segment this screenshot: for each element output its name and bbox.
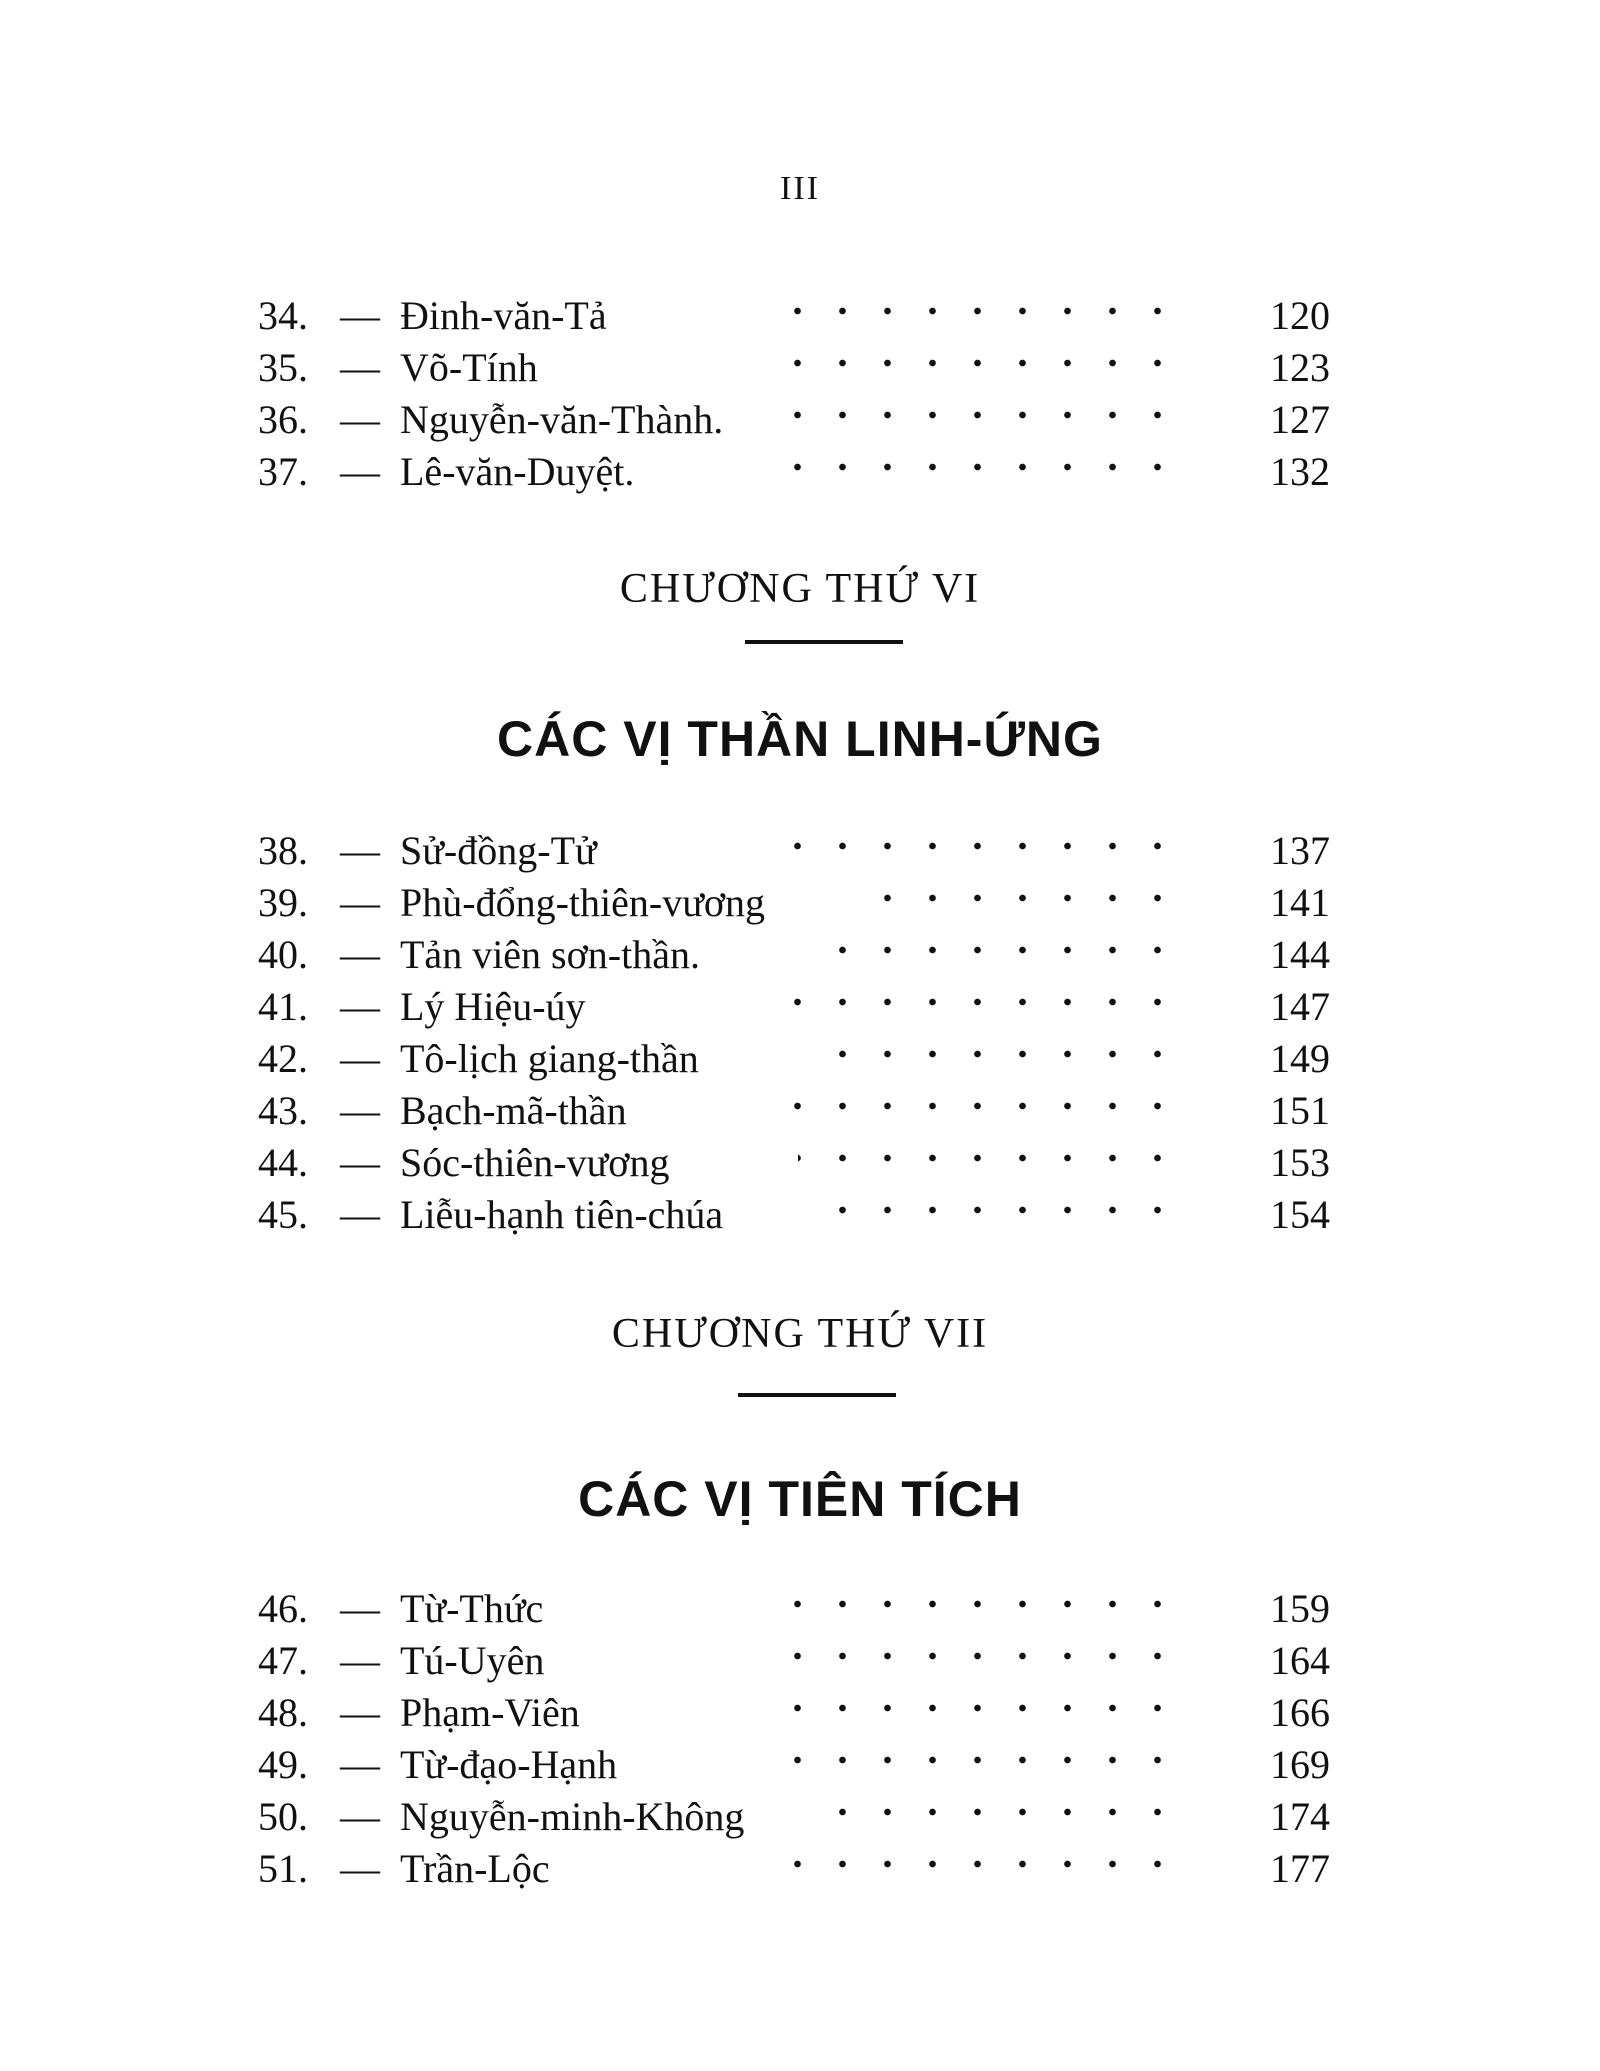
entry-number: 40. <box>258 932 308 977</box>
section-heading: CÁC VỊ THẦN LINH-ỨNG <box>497 711 1103 767</box>
entry-page: 164 <box>1270 1638 1330 1683</box>
entry-title: Phạm-Viên <box>400 1690 580 1735</box>
entry-number: 47. <box>258 1638 308 1683</box>
entry-dash: — <box>340 1846 380 1891</box>
entry-number: 50. <box>258 1794 308 1839</box>
dot-leader <box>778 1849 1180 1879</box>
entry-dash: — <box>340 293 380 338</box>
entry-dash: — <box>340 1140 380 1185</box>
entry-number: 49. <box>258 1742 308 1787</box>
toc-entry[interactable] <box>258 825 1330 877</box>
entry-number: 39. <box>258 880 308 925</box>
dot-leader <box>778 296 1180 326</box>
entry-page: 166 <box>1270 1690 1330 1735</box>
toc-entry[interactable] <box>258 446 1330 498</box>
entry-page: 154 <box>1270 1192 1330 1237</box>
section-heading: CÁC VỊ TIÊN TÍCH <box>578 1471 1022 1527</box>
entry-page: 177 <box>1270 1846 1330 1891</box>
entry-number: 35. <box>258 345 308 390</box>
entry-number: 44. <box>258 1140 308 1185</box>
entry-title: Từ-Thức <box>400 1586 544 1631</box>
dot-leader <box>838 1797 1180 1827</box>
dot-leader <box>778 831 1180 861</box>
entry-page: 169 <box>1270 1742 1330 1787</box>
dot-leader <box>778 1745 1180 1775</box>
toc-group-2 <box>258 825 1330 1241</box>
page-number: III <box>780 170 820 207</box>
entry-dash: — <box>340 984 380 1029</box>
toc-entry[interactable] <box>258 1137 1330 1189</box>
entry-page: 132 <box>1270 449 1330 494</box>
entry-dash: — <box>340 880 380 925</box>
dot-leader <box>778 1589 1180 1619</box>
entry-title: Nguyễn-văn-Thành. <box>400 397 724 442</box>
entry-dash: — <box>340 1794 380 1839</box>
dot-leader <box>778 452 1180 482</box>
entry-number: 46. <box>258 1586 308 1631</box>
entry-page: 174 <box>1270 1794 1330 1839</box>
toc-entry[interactable] <box>258 981 1330 1033</box>
toc-entry[interactable] <box>258 1583 1330 1635</box>
dot-leader <box>838 935 1180 965</box>
toc-entry[interactable] <box>258 1843 1330 1895</box>
toc-entry[interactable] <box>258 1635 1330 1687</box>
entry-title: Nguyễn-minh-Không <box>400 1794 745 1839</box>
entry-dash: — <box>340 932 380 977</box>
chapter-label: CHƯƠNG THỨ VII <box>611 1311 989 1357</box>
entry-page: 144 <box>1270 932 1330 977</box>
dot-leader <box>838 1039 1180 1069</box>
entry-title: Trần-Lộc <box>400 1846 550 1891</box>
dot-leader <box>798 1143 1180 1173</box>
entry-dash: — <box>340 397 380 442</box>
entry-dash: — <box>340 449 380 494</box>
entry-title: Tô-lịch giang-thần <box>400 1036 699 1081</box>
entry-page: 153 <box>1270 1140 1330 1185</box>
toc-entry[interactable] <box>258 1189 1330 1241</box>
entry-title: Tú-Uyên <box>400 1638 545 1683</box>
entry-title: Lý Hiệu-úy <box>400 984 586 1029</box>
entry-page: 147 <box>1270 984 1330 1029</box>
entry-dash: — <box>340 828 380 873</box>
entry-title: Lê-văn-Duyệt. <box>400 449 635 494</box>
entry-number: 36. <box>258 397 308 442</box>
toc-entry[interactable] <box>258 1739 1330 1791</box>
entry-page: 120 <box>1270 293 1330 338</box>
dot-leader <box>778 348 1180 378</box>
entry-number: 41. <box>258 984 308 1029</box>
entry-title: Bạch-mã-thần <box>400 1088 627 1133</box>
entry-title: Sóc-thiên-vương <box>400 1140 670 1185</box>
entry-number: 45. <box>258 1192 308 1237</box>
entry-page: 127 <box>1270 397 1330 442</box>
chapter-rule <box>738 1393 896 1397</box>
entry-dash: — <box>340 1638 380 1683</box>
dot-leader <box>778 987 1180 1017</box>
entry-page: 141 <box>1270 880 1330 925</box>
entry-number: 42. <box>258 1036 308 1081</box>
entry-number: 34. <box>258 293 308 338</box>
toc-entry[interactable] <box>258 1033 1330 1085</box>
entry-dash: — <box>340 1192 380 1237</box>
dot-leader <box>778 400 1180 430</box>
entry-dash: — <box>340 1690 380 1735</box>
entry-title: Sử-đồng-Tử <box>400 828 597 873</box>
entry-page: 159 <box>1270 1586 1330 1631</box>
entry-page: 137 <box>1270 828 1330 873</box>
chapter-label: CHƯƠNG THỨ VI <box>619 566 981 612</box>
entry-number: 51. <box>258 1846 308 1891</box>
toc-entry[interactable] <box>258 1791 1330 1843</box>
entry-title: Từ-đạo-Hạnh <box>400 1742 618 1787</box>
toc-group-3 <box>258 1583 1330 1895</box>
toc-group-1 <box>258 290 1330 498</box>
entry-title: Liễu-hạnh tiên-chúa <box>400 1192 724 1237</box>
entry-number: 38. <box>258 828 308 873</box>
toc-entry[interactable] <box>258 1687 1330 1739</box>
entry-title: Tản viên sơn-thần. <box>400 932 700 977</box>
entry-dash: — <box>340 1742 380 1787</box>
dot-leader <box>778 1693 1180 1723</box>
entry-dash: — <box>340 1088 380 1133</box>
toc-entry[interactable] <box>258 394 1330 446</box>
dot-leader <box>878 883 1180 913</box>
dot-leader <box>778 1091 1180 1121</box>
toc-entry[interactable] <box>258 290 1330 342</box>
toc-entry[interactable] <box>258 929 1330 981</box>
entry-dash: — <box>340 1036 380 1081</box>
dot-leader <box>838 1195 1180 1225</box>
entry-page: 151 <box>1270 1088 1330 1133</box>
entry-dash: — <box>340 1586 380 1631</box>
toc-entry[interactable] <box>258 1085 1330 1137</box>
entry-page: 123 <box>1270 345 1330 390</box>
entry-page: 149 <box>1270 1036 1330 1081</box>
entry-title: Đinh-văn-Tả <box>400 293 607 338</box>
entry-number: 37. <box>258 449 308 494</box>
entry-dash: — <box>340 345 380 390</box>
entry-number: 43. <box>258 1088 308 1133</box>
chapter-rule <box>745 640 903 644</box>
entry-number: 48. <box>258 1690 308 1735</box>
toc-entry[interactable] <box>258 877 1330 929</box>
toc-entry[interactable] <box>258 342 1330 394</box>
entry-title: Phù-đổng-thiên-vương <box>400 880 766 925</box>
entry-title: Võ-Tính <box>400 345 538 390</box>
dot-leader <box>778 1641 1180 1671</box>
